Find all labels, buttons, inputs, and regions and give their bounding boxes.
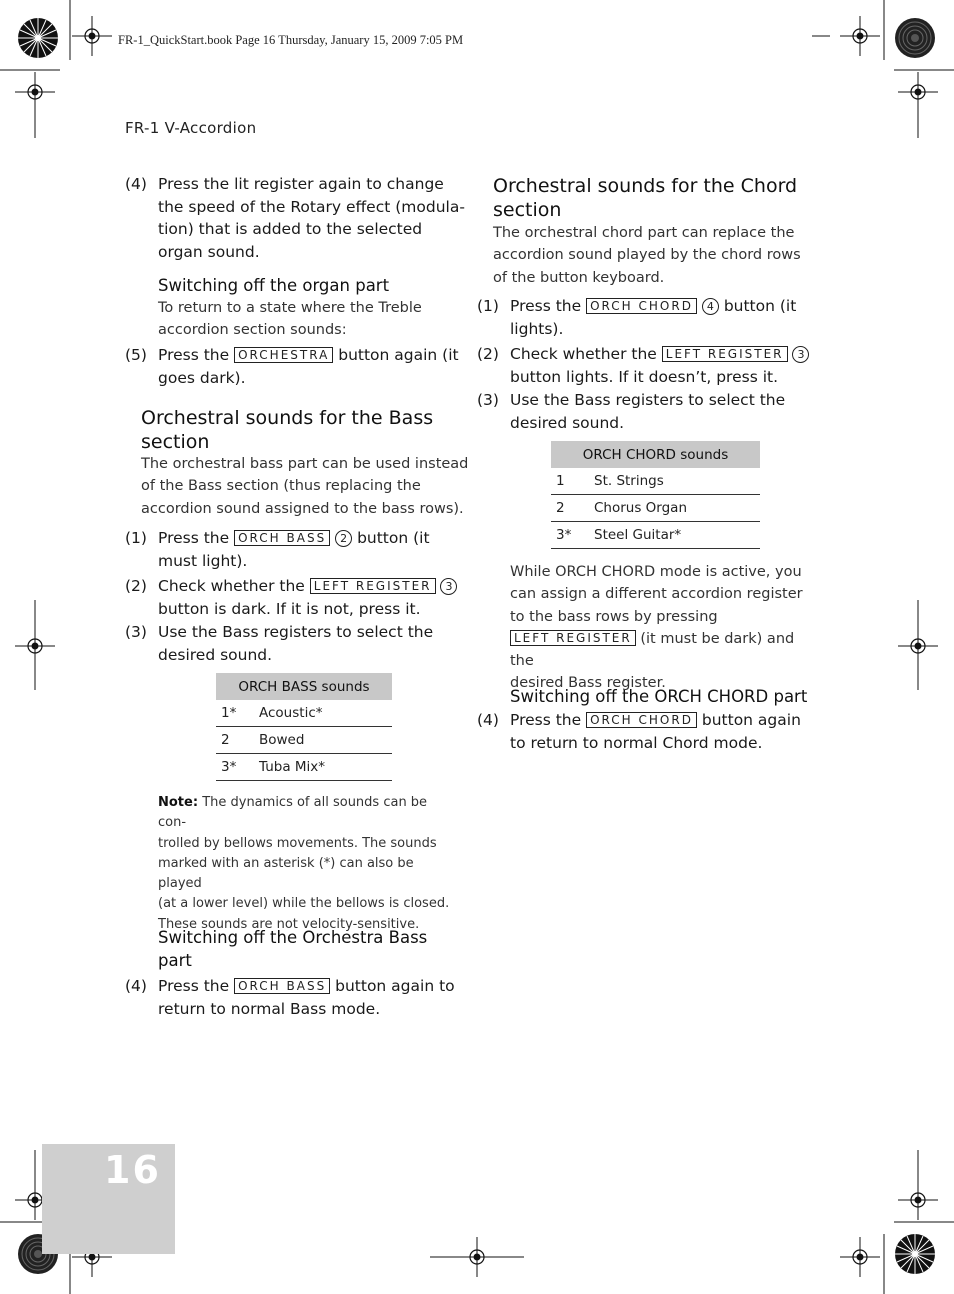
heading-line: Switching off the Orchestra Bass <box>158 928 428 947</box>
callout-number: 2 <box>335 530 352 547</box>
left-register-key-label: LEFT REGISTER <box>310 578 436 594</box>
dynamics-note <box>158 793 458 935</box>
page-number: 16 <box>104 1148 161 1192</box>
note-label: Note: <box>158 795 199 810</box>
orch-bass-sounds-table <box>216 673 392 781</box>
print-header: FR-1_QuickStart.book Page 16 Thursday, January 15, 2009 7:05 PM <box>118 33 464 47</box>
sound-name: Chorus Organ <box>594 495 760 522</box>
text-line: accordion section sounds: <box>158 322 347 339</box>
text-fragment: (it must be dark) and the <box>510 630 795 670</box>
text-line: of the button keyboard. <box>493 269 665 286</box>
table-row <box>551 468 760 495</box>
table-row <box>216 754 392 781</box>
text-line: tion) that is added to the selected <box>158 220 423 238</box>
table-row <box>551 495 760 522</box>
text-line: button lights. If it doesn’t, press it. <box>510 367 779 386</box>
chord-section-heading <box>493 174 797 222</box>
text-line: must light). <box>158 551 248 570</box>
sound-name: St. Strings <box>594 468 760 495</box>
text-fragment: button again to <box>335 977 455 995</box>
text-line: can assign a different accordion register <box>510 586 803 603</box>
text-line: While ORCH CHORD mode is active, you <box>510 564 802 580</box>
heading-line: Orchestral sounds for the Chord <box>493 175 798 197</box>
table-header: ORCH BASS sounds <box>216 673 392 700</box>
text-line: The orchestral chord part can replace the <box>493 225 795 241</box>
text-line: Use the Bass registers to select the <box>510 391 786 409</box>
sound-name: Acoustic* <box>259 700 392 727</box>
text-line: Use the Bass registers to select the <box>158 623 434 641</box>
step-number: (3) <box>125 623 147 641</box>
sound-name: Tuba Mix* <box>259 754 392 781</box>
organ-off-text <box>158 297 422 342</box>
chord-intro <box>493 222 801 289</box>
text-line: These sounds are not velocity-sensitive. <box>158 916 420 932</box>
text-line: accordion sound assigned to the bass rows). <box>141 500 464 517</box>
callout-number: 4 <box>702 298 719 315</box>
text-line: the speed of the Rotary effect (modula- <box>158 197 465 216</box>
text-line: The orchestral bass part can be used instead <box>141 456 469 472</box>
orch-chord-key-label: ORCH CHORD <box>586 298 697 314</box>
text-line: desired Bass register. <box>510 675 666 692</box>
sound-number: 3* <box>551 522 594 549</box>
bass-intro <box>141 453 468 520</box>
sound-number: 2 <box>216 727 259 754</box>
organ-off-heading: Switching off the organ part <box>158 276 390 295</box>
orchestra-bass-off-heading <box>158 926 427 972</box>
text-fragment: Press the <box>158 529 230 547</box>
callout-number: 3 <box>792 346 809 363</box>
sound-name: Bowed <box>259 727 392 754</box>
callout-number: 3 <box>440 578 457 595</box>
text-fragment: Press the <box>158 977 230 995</box>
text-line: (at a lower level) while the bellows is closed. <box>158 896 450 912</box>
step-number: (2) <box>477 345 499 363</box>
text-line: button is dark. If it is not, press it. <box>158 599 421 618</box>
chord-mode-text <box>510 561 820 695</box>
text-fragment: button (it <box>357 529 430 547</box>
sound-name: Steel Guitar* <box>594 522 760 549</box>
text-fragment: button again (it <box>338 346 459 364</box>
heading-line: part <box>158 951 192 970</box>
text-fragment: Check whether the <box>510 345 657 363</box>
left-register-key-label: LEFT REGISTER <box>662 346 788 362</box>
step-number: (4) <box>125 175 147 193</box>
orch-chord-off-heading: Switching off the ORCH CHORD part <box>510 687 808 706</box>
table-row <box>551 522 760 549</box>
sound-number: 2 <box>551 495 594 522</box>
orch-bass-key-label: ORCH BASS <box>234 978 330 994</box>
text-line: trolled by bellows movements. The sounds <box>158 835 437 851</box>
bass-section-heading <box>141 406 433 454</box>
text-fragment: Press the <box>158 346 230 364</box>
text-line: organ sound. <box>158 242 260 261</box>
step-number: (4) <box>125 977 147 995</box>
step-number: (5) <box>125 346 147 364</box>
heading-line: section <box>141 431 210 453</box>
heading-line: Orchestral sounds for the Bass <box>141 407 434 429</box>
step-number: (2) <box>125 577 147 595</box>
step-number: (4) <box>477 711 499 729</box>
text-fragment: Press the <box>510 711 582 729</box>
text-line: of the Bass section (thus replacing the <box>141 478 421 495</box>
text-line: desired sound. <box>158 645 273 664</box>
text-fragment: Check whether the <box>158 577 305 595</box>
sound-number: 1* <box>216 700 259 727</box>
running-head: FR-1 V-Accordion <box>125 119 257 137</box>
step-number: (3) <box>477 391 499 409</box>
text-line: lights). <box>510 319 564 338</box>
text-fragment: Press the <box>510 297 582 315</box>
orchestra-key-label: ORCHESTRA <box>234 347 333 363</box>
left-register-key-label: LEFT REGISTER <box>510 630 636 646</box>
text-line: goes dark). <box>158 368 246 387</box>
text-fragment: The dynamics of all sounds can be con- <box>158 795 428 831</box>
heading-line: section <box>493 199 562 221</box>
text-line: To return to a state where the Treble <box>158 300 422 316</box>
text-line: return to normal Bass mode. <box>158 999 381 1018</box>
orch-chord-key-label: ORCH CHORD <box>586 712 697 728</box>
table-header: ORCH CHORD sounds <box>551 441 760 468</box>
sound-number: 3* <box>216 754 259 781</box>
text-line: Press the lit register again to change <box>158 175 444 193</box>
text-line: marked with an asterisk (*) can also be played <box>158 855 414 892</box>
table-row <box>216 700 392 727</box>
table-row <box>216 727 392 754</box>
text-line: to the bass rows by pressing <box>510 608 718 625</box>
orch-chord-sounds-table <box>551 441 760 549</box>
step-number: (1) <box>477 297 499 315</box>
text-line: desired sound. <box>510 413 625 432</box>
orch-bass-key-label: ORCH BASS <box>234 530 330 546</box>
sound-number: 1 <box>551 468 594 495</box>
text-line: to return to normal Chord mode. <box>510 733 763 752</box>
text-line: accordion sound played by the chord rows <box>493 247 801 264</box>
text-fragment: button again <box>701 711 801 729</box>
step-number: (1) <box>125 529 147 547</box>
text-fragment: button (it <box>723 297 797 315</box>
